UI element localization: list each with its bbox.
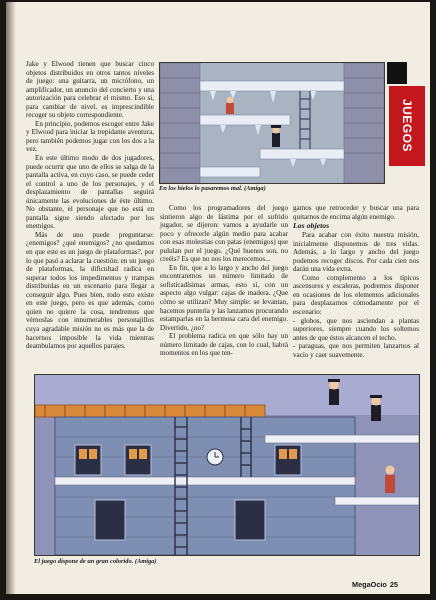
section-tab — [385, 62, 430, 170]
section-tab-block — [387, 62, 407, 84]
page-binding-shadow — [6, 2, 16, 594]
paragraph: El problema radica en que sólo hay un número limitado de cajas, con lo cual, habrá momentos en los que ten- — [160, 332, 288, 358]
section-tab-label: JUEGOS — [389, 86, 425, 166]
magazine-page — [6, 2, 430, 594]
paragraph: Como los programadores del juego sintieron algo de lástima por el sufrido jugador, se dijeron: vamos a ayudarle un poco y ofrecerle algún medio para acabar con esas molestias con patas (enemigos) que pululan por el juego. ¿Qué buenos son, no creéis? Es que no nos los merecemos... — [160, 204, 288, 264]
screenshot-caption-top: En los hielos lo pasaremos mal. (Amiga) — [159, 185, 266, 192]
paragraph: gamos que retroceder y buscar una para quitarnos de encima algún enemigo. — [293, 204, 419, 221]
paragraph: Como complemento a los típicos ascensores y escaleras, podremos disponer en ocasiones de los elementos adicionales para desplazarnos cómodamente por el escenario: — [293, 273, 419, 317]
game-screenshot-colorful-level — [34, 374, 420, 556]
paragraph: Más de uno puede preguntarse: ¿enemigos? ¿qué enemigos? ¿no quedamos en que este es un juego de plataformas?, por lo que pasó a aclarar la cuestión: en un juego de plataformas, la dificultad radica en superar todos los impedimentos y trampas distribuidas en un escenario para llegar a conseguir algo. Pues bien, todo esto existe en este juego, pero es que además, como quien no quiere la cosa, tendremos que vérnoslas con innumerables personajillos cuya agradable misión no es más que la de hacernos imposible la vida mientras deambulamos por aquellos parajes. — [26, 230, 154, 351]
paragraph: En fin, que a lo largo y ancho del juego encontraremos un número limitado de sofisticadísimas armas, esto sí, con un aspecto algo vulgar: cajas de madera. ¿Que cómo se utilizan? Muy simple: se levantan, hacemos puntería y las lanzamos procurando estamparlas en la hermosa cara del enemigo. Divertido, ¿no? — [160, 263, 288, 332]
article-column-3 — [293, 204, 419, 359]
paragraph: En este último modo de dos jugadores, puede ocurrir que uno de ellos se salga de la pantalla activa, en cuyo caso, se puede ceder el control a uno de los personajes, y el desplazamiento de pantallas seguirá únicamente las evoluciones de éste último. No obstante, el personaje que no está en pantalla sigue siendo afectado por los enemigos. — [26, 154, 154, 231]
list-item: - globos, que nos asciendan a plantas superiores, siempre cuando los soltemos antes de que éstos alcancen el techo. — [293, 316, 419, 342]
page-number: 25 — [389, 580, 398, 589]
list-item: - paraguas, que nos permiten lanzarnos al vacío y caer suavemente. — [293, 342, 419, 359]
ice-level-illustration — [160, 63, 384, 183]
page-folio — [352, 580, 398, 589]
paragraph: Jake y Elwood tienen que buscar cinco objetos distribuidos en otros tantos niveles de juego: una guitarra, un micrófono, un amplificador, un anuncio del concierto y una autorización para celebrar el mismo. Eso sí, para cambiar de nivel, es imprescindible recoger su objeto correspondiente. — [26, 60, 154, 120]
magazine-name: MegaOcio — [352, 580, 387, 589]
colorful-level-illustration — [35, 375, 419, 555]
subheading: Los objetos — [293, 221, 330, 231]
article-column-1 — [26, 60, 154, 351]
paragraph: Para acabar con éxito nuestra misión, inicialmente disponemos de tres vidas. Además, a lo largo y ancho del juego podemos recoger discos. Por cada cien nos darán una vida extra. — [293, 231, 419, 274]
game-screenshot-ice-level — [159, 62, 385, 184]
paragraph: En principio, podemos escoger entre Jake y Elwood para iniciar la trepidante aventura, pero también podemos jugar con los dos a la vez. — [26, 119, 154, 154]
screenshot-caption-bottom: El juego dispone de un gran colorido. (Amiga) — [34, 558, 157, 565]
article-column-2 — [160, 204, 288, 358]
